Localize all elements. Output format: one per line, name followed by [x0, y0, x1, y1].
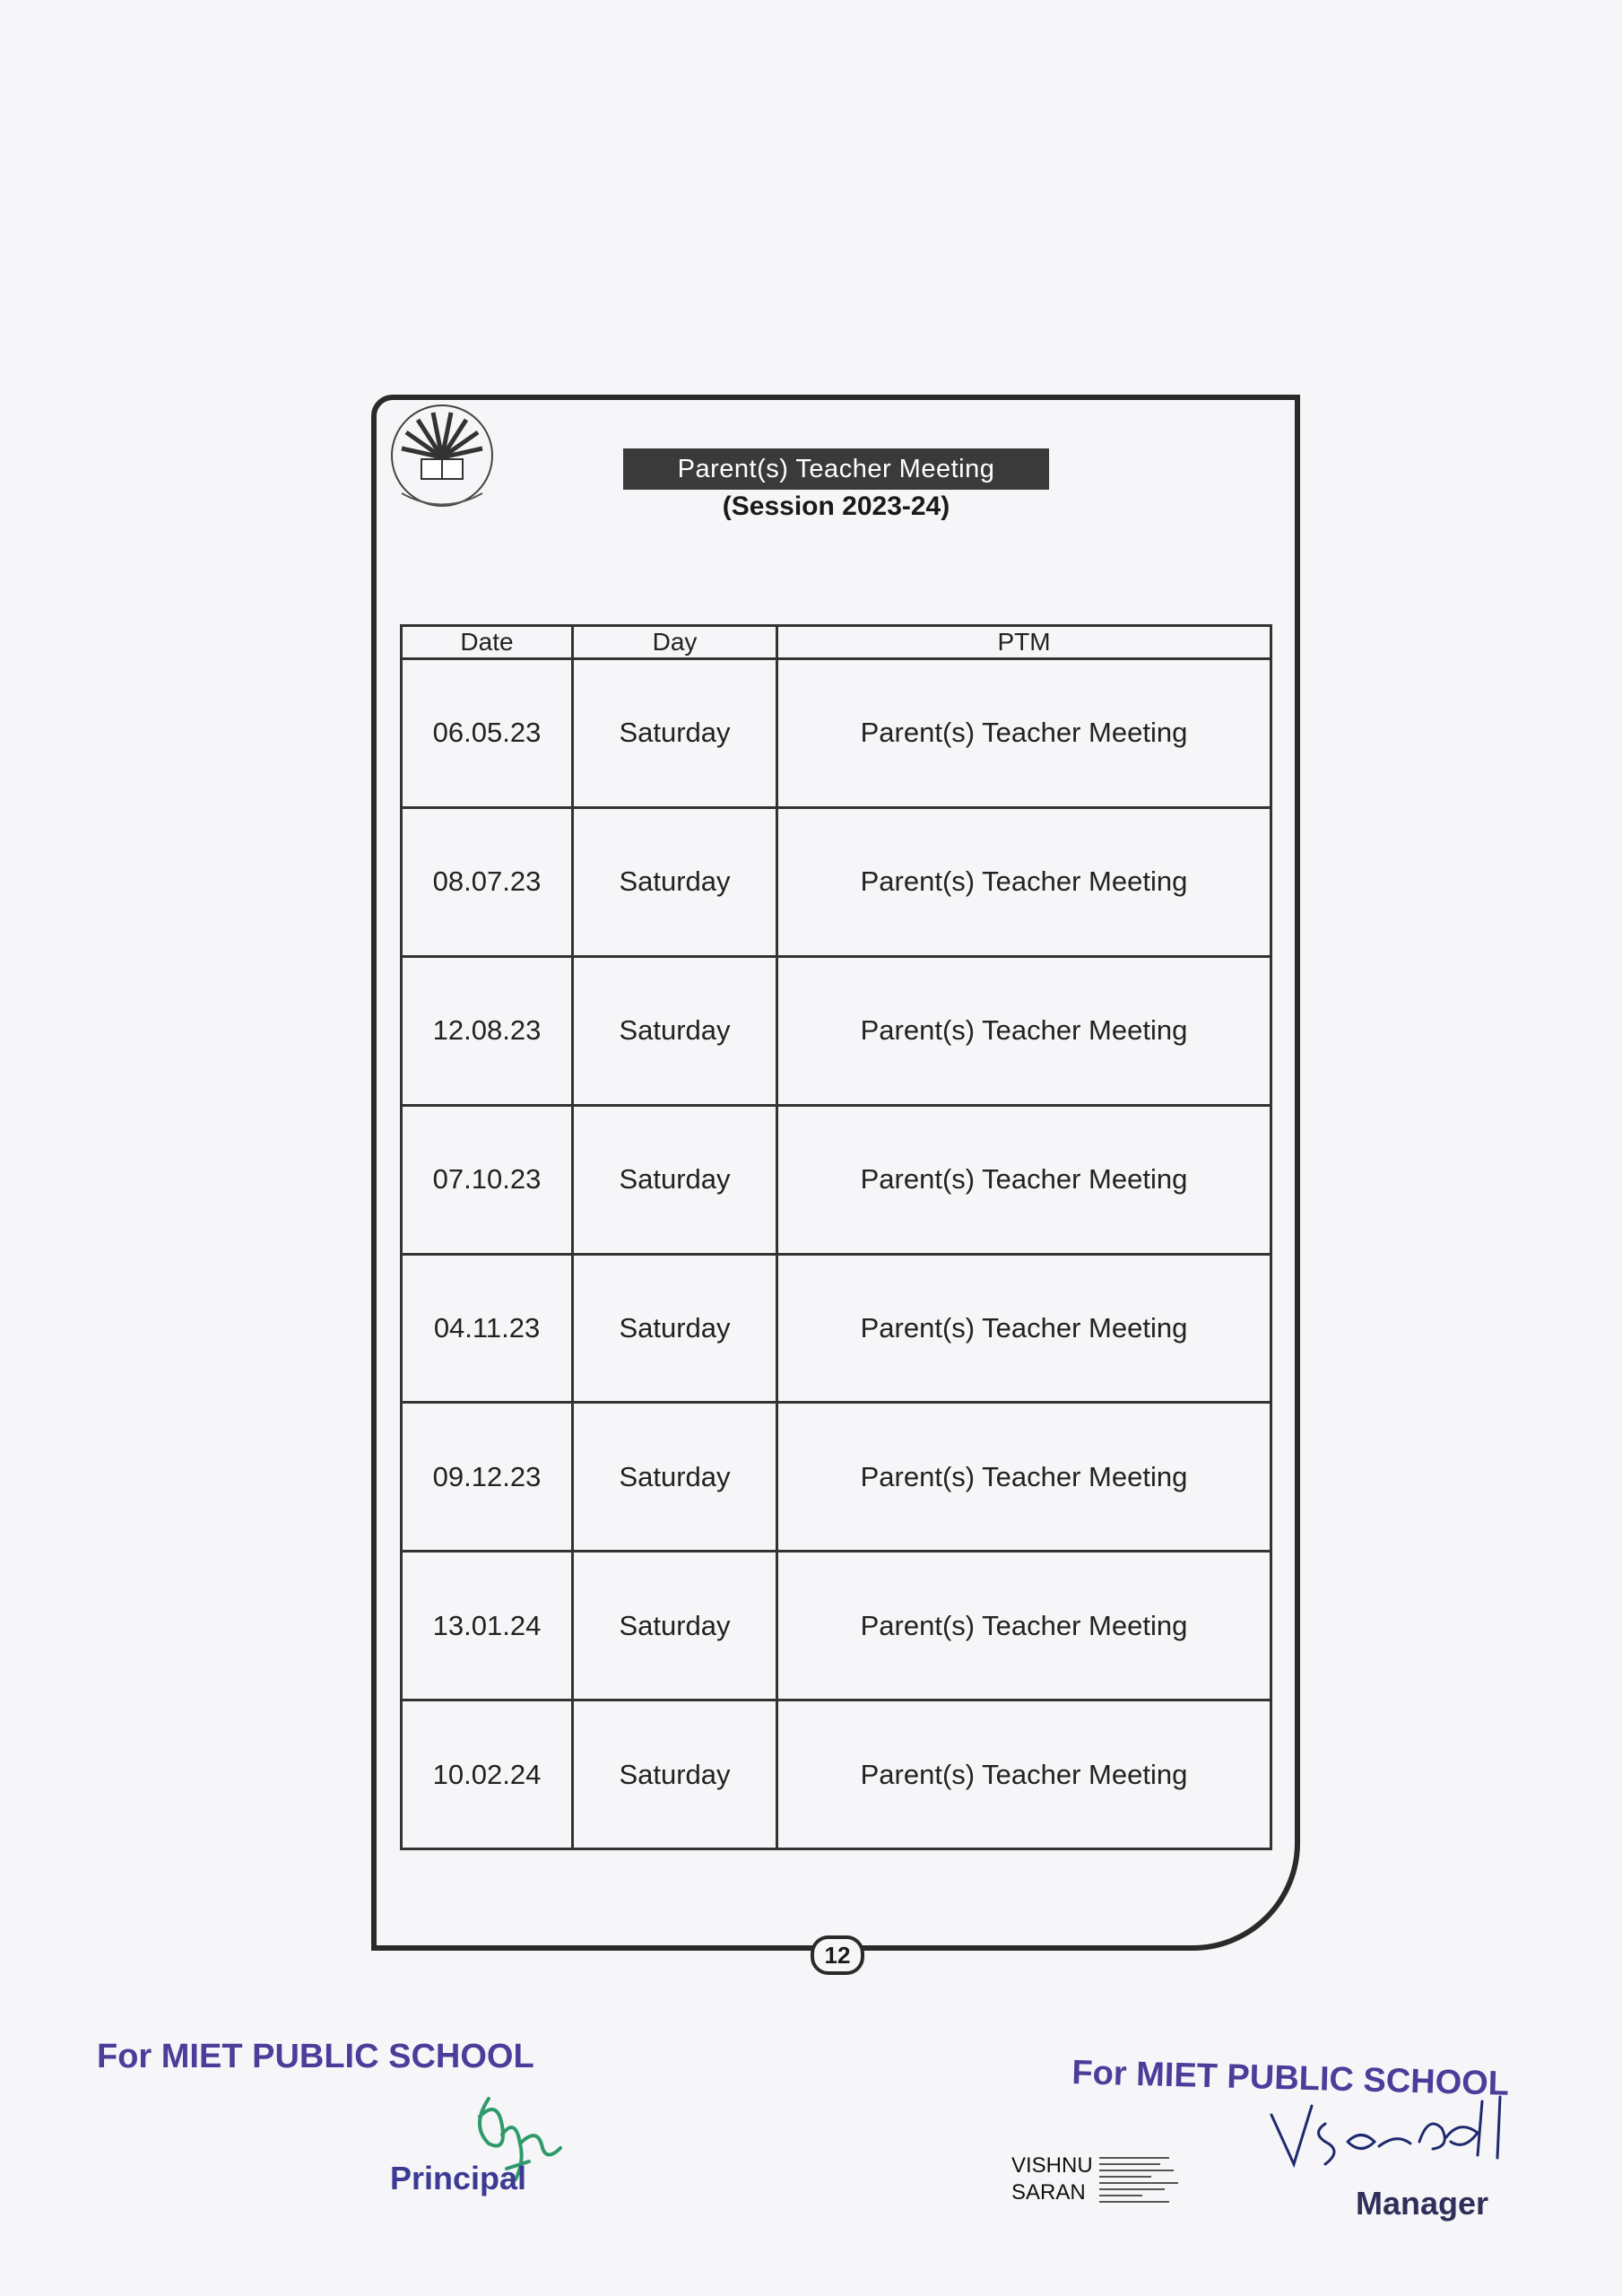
cell-ptm: Parent(s) Teacher Meeting — [777, 1403, 1271, 1552]
table-row — [402, 1254, 1271, 1403]
cell-ptm: Parent(s) Teacher Meeting — [777, 1552, 1271, 1700]
cell-day: Saturday — [573, 1700, 777, 1849]
document-title: Parent(s) Teacher Meeting — [623, 448, 1049, 490]
digital-signature-details-icon — [1097, 2152, 1187, 2205]
manager-stamp-school: For MIET PUBLIC SCHOOL — [1071, 2054, 1510, 2103]
cell-day: Saturday — [573, 659, 777, 808]
cell-day: Saturday — [573, 807, 777, 956]
table-header-row — [402, 626, 1271, 659]
cell-date: 06.05.23 — [402, 659, 573, 808]
column-header-day: Day — [573, 626, 777, 659]
cell-day: Saturday — [573, 1403, 777, 1552]
table-row — [402, 1105, 1271, 1254]
column-header-ptm: PTM — [777, 626, 1271, 659]
cell-date: 07.10.23 — [402, 1105, 573, 1254]
table-row — [402, 659, 1271, 808]
table-row — [402, 1552, 1271, 1700]
cell-day: Saturday — [573, 956, 777, 1105]
manager-role-label: Manager — [1356, 2185, 1489, 2222]
cell-ptm: Parent(s) Teacher Meeting — [777, 807, 1271, 956]
cell-ptm: Parent(s) Teacher Meeting — [777, 956, 1271, 1105]
column-header-date: Date — [402, 626, 573, 659]
cell-date: 08.07.23 — [402, 807, 573, 956]
cell-date: 09.12.23 — [402, 1403, 573, 1552]
table-row — [402, 956, 1271, 1105]
cell-ptm: Parent(s) Teacher Meeting — [777, 1105, 1271, 1254]
table-row — [402, 1403, 1271, 1552]
cell-ptm: Parent(s) Teacher Meeting — [777, 659, 1271, 808]
cell-ptm: Parent(s) Teacher Meeting — [777, 1700, 1271, 1849]
page-number: 12 — [811, 1935, 864, 1975]
digital-signer-name: VISHNU SARAN — [1011, 2153, 1093, 2205]
cell-date: 12.08.23 — [402, 956, 573, 1105]
school-logo-icon — [384, 395, 500, 520]
cell-date: 10.02.24 — [402, 1700, 573, 1849]
cell-day: Saturday — [573, 1552, 777, 1700]
cell-day: Saturday — [573, 1254, 777, 1403]
principal-role-label: Principal — [390, 2160, 527, 2196]
cell-date: 04.11.23 — [402, 1254, 573, 1403]
table-row — [402, 1700, 1271, 1849]
cell-date: 13.01.24 — [402, 1552, 573, 1700]
table-row — [402, 807, 1271, 956]
principal-stamp-school: For MIET PUBLIC SCHOOL — [97, 2038, 534, 2075]
cell-day: Saturday — [573, 1105, 777, 1254]
manager-signature-icon — [1262, 2079, 1531, 2178]
session-label: (Session 2023-24) — [722, 491, 950, 521]
cell-ptm: Parent(s) Teacher Meeting — [777, 1254, 1271, 1403]
ptm-schedule-table — [400, 624, 1272, 1850]
